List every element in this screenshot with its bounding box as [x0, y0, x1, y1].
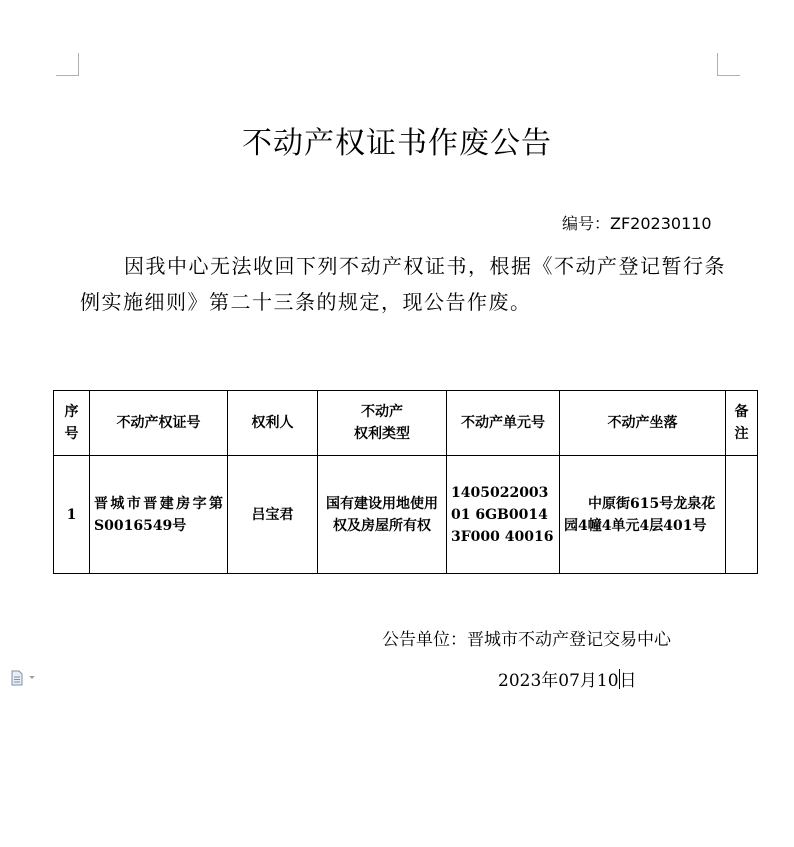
header-unit-no: 不动产单元号: [447, 391, 560, 456]
voided-certificates-table: [53, 390, 758, 574]
header-right-type-line2: 权利类型: [354, 426, 410, 442]
date-suffix: 日: [619, 671, 637, 691]
cell-remark: [726, 456, 758, 574]
document-options-icon[interactable]: [11, 670, 37, 686]
document-number: 编号：ZF20230110: [562, 214, 712, 233]
date-text: 2023年07月10: [498, 671, 619, 691]
table-header-row: [54, 391, 758, 456]
header-right-type: [318, 391, 447, 456]
header-cert-no: 不动产权证号: [90, 391, 228, 456]
issuer-line: 公告单位：晋城市不动产登记交易中心: [382, 630, 671, 650]
header-holder: 权利人: [228, 391, 318, 456]
header-location: 不动产坐落: [560, 391, 726, 456]
date-line: [498, 666, 637, 691]
cell-index: 1: [54, 456, 90, 574]
cell-location: 中原街615号龙泉花园4幢4单元4层401号: [560, 456, 726, 574]
header-index: 序号: [54, 391, 90, 456]
header-remark: 备注: [726, 391, 758, 456]
page-title: 不动产权证书作废公告: [242, 126, 552, 161]
cell-holder: 吕宝君: [228, 456, 318, 574]
page-corner-mark-top-right: [717, 53, 740, 76]
cell-unit-no: 140502200301 6GB00143F000 40016: [447, 456, 560, 574]
page-corner-mark-top-left: [56, 53, 79, 76]
table-row: [54, 456, 758, 574]
cell-cert-no: 晋城市晋建房字第S0016549号: [90, 456, 228, 574]
cell-right-type: 国有建设用地使用权及房屋所有权: [318, 456, 447, 574]
header-right-type-line1: 不动产: [361, 404, 403, 420]
announcement-body: 因我中心无法收回下列不动产权证书，根据《不动产登记暂行条例实施细则》第二十三条的规定，现公告作废。: [80, 254, 726, 314]
